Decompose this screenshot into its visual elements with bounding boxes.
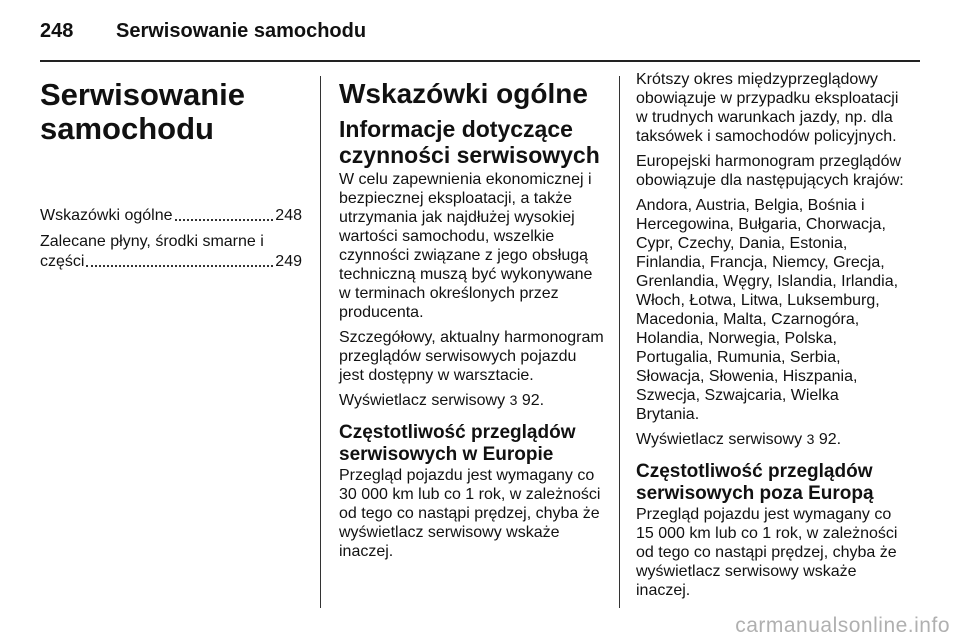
service-display-reference: Wyświetlacz serwisowy 3 92.: [339, 392, 545, 409]
page-number: 248: [40, 20, 74, 42]
paragraph: Szczegółowy, aktualny harmonogram przeglądów serwisowych pojazdu jest dostępny w warsztacie.: [339, 329, 604, 384]
column-divider-1: [320, 76, 321, 608]
subsection-title-outside-europe: Częstotliwość przeglądów serwisowych poza Europą: [636, 461, 874, 504]
paragraph: W celu zapewnienia ekonomicznej i bezpiecznej eksploatacji, a także utrzymania jak najdłużej wysokiej wartości samochodu, wszelkie czynności związane z jego obsługą techniczną muszą być wykonywane w terminach określonych przez producenta.: [339, 171, 593, 321]
section-title: Wskazówki ogólne: [339, 78, 588, 109]
toc-leader-dots: [175, 219, 274, 221]
table-of-contents: [40, 206, 302, 272]
right-column: [636, 70, 906, 606]
paragraph: Przegląd pojazdu jest wymagany co 30 000 km lub co 1 rok, w zależności od tego co nastąpi prędzej, chyba że wyświetlacz serwisowy wskaże inaczej.: [339, 467, 601, 560]
page-link[interactable]: 92.: [818, 431, 842, 448]
paragraph: Krótszy okres międzyprzeglądowy obowiązuje w przypadku eksploatacji w trudnych warunkach jazdy, np. dla taksówek i samochodów policyjnych.: [636, 71, 899, 145]
paragraph: Przegląd pojazdu jest wymagany co 15 000 km lub co 1 rok, w zależności od tego co nastąpi prędzej, chyba że wyświetlacz serwisowy wskaże inaczej.: [636, 506, 898, 599]
chapter-title: Serwisowanie samochodu: [40, 77, 246, 146]
toc-leader-dots: [86, 265, 273, 267]
page-header: [40, 12, 920, 52]
toc-entry-page: 248: [275, 207, 302, 224]
toc-entry-page: 249: [275, 253, 302, 270]
service-display-reference: Wyświetlacz serwisowy 3 92.: [636, 431, 842, 448]
toc-entry-title: Wskazówki ogólne: [40, 207, 173, 224]
toc-entry-title: Zalecane płyny, środki smarne i: [40, 233, 264, 250]
page-link[interactable]: 92.: [521, 392, 545, 409]
subsection-title-europe: Częstotliwość przeglądów serwisowych w Europie: [339, 422, 576, 465]
paragraph: Europejski harmonogram przeglądów obowiązuje dla następujących krajów:: [636, 153, 904, 189]
toc-entry-title-cont: części: [40, 253, 85, 270]
left-column: [40, 70, 302, 278]
reference-arrow-icon: 3: [806, 431, 815, 447]
watermark: carmanualsonline.info: [735, 614, 950, 637]
subsection-title: Informacje dotyczące czynności serwisowych: [339, 116, 600, 168]
reference-arrow-icon: 3: [509, 392, 518, 408]
middle-column: [339, 70, 605, 567]
country-list: Andora, Austria, Belgia, Bośnia i Hercegowina, Bułgaria, Chorwacja, Cypr, Czechy, Dania, Estonia, Finlandia, Francja, Niemcy, Grecja, Grenlandia, Węgry, Islandia, Irlandia, Włoch, Łotwa, Litwa, Luksemburg, Macedonia, Malta, Czarnogóra, Holandia, Norwegia, Polska, Portugalia, Rumunia, Serbia, Słowacja, Słowenia, Hiszpania, Szwecja, Szwajcaria, Wielka Brytania.: [636, 197, 899, 423]
toc-entry-fluids[interactable]: [40, 232, 302, 272]
column-divider-2: [619, 76, 620, 608]
toc-entry-general[interactable]: [40, 206, 302, 226]
running-title: Serwisowanie samochodu: [116, 20, 367, 42]
header-rule: [40, 60, 920, 62]
